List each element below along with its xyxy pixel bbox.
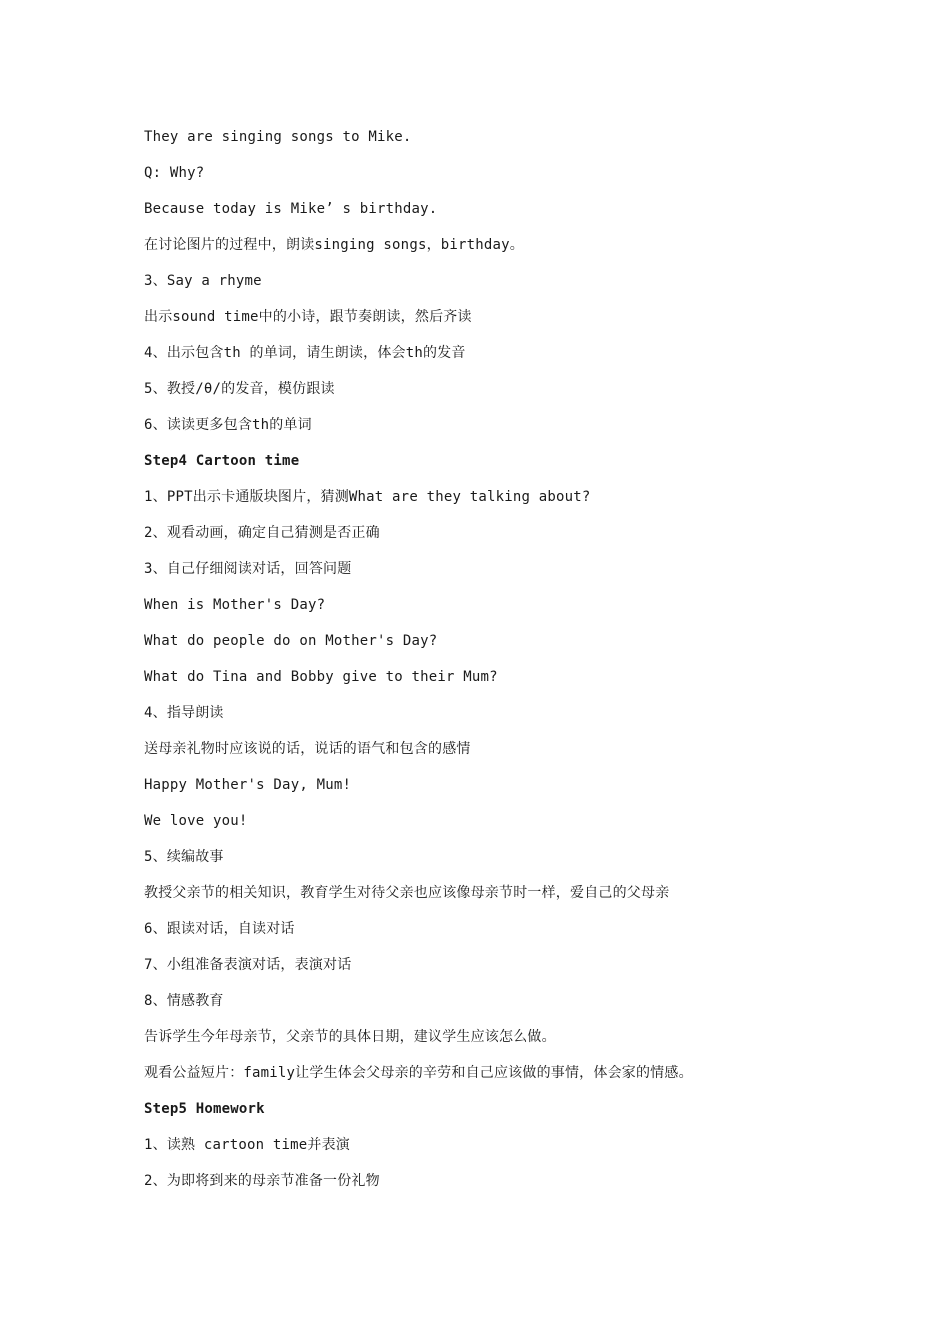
text-line: 送母亲礼物时应该说的话，说话的语气和包含的感情 (144, 741, 471, 757)
text-line: When is Mother's Day? (144, 597, 326, 613)
text-line: 5、续编故事 (144, 849, 224, 865)
text-line: 6、跟读对话，自读对话 (144, 921, 295, 937)
text-line: 4、出示包含th 的单词，请生朗读，体会th的发音 (144, 345, 466, 361)
text-line: 4、指导朗读 (144, 705, 224, 721)
text-line: 观看公益短片：family让学生体会父母亲的辛劳和自己应该做的事情，体会家的情感。 (144, 1065, 693, 1081)
text-line: Happy Mother's Day, Mum! (144, 777, 352, 793)
text-line: Because today is Mike’ s birthday. (144, 201, 438, 217)
text-line: They are singing songs to Mike. (144, 129, 412, 145)
section-heading: Step4 Cartoon time (144, 453, 300, 469)
text-line: 1、PPT出示卡通版块图片，猜测What are they talking about? (144, 489, 591, 505)
text-line: 教授父亲节的相关知识，教育学生对待父亲也应该像母亲节时一样，爱自己的父母亲 (144, 885, 670, 901)
text-line: 3、自己仔细阅读对话，回答问题 (144, 561, 352, 577)
text-line: 7、小组准备表演对话，表演对话 (144, 957, 352, 973)
section-heading: Step5 Homework (144, 1101, 265, 1117)
text-line: 2、观看动画，确定自己猜测是否正确 (144, 525, 380, 541)
text-line: What do people do on Mother's Day? (144, 633, 438, 649)
text-line: 5、教授/θ/的发音，模仿跟读 (144, 381, 335, 397)
text-line: 出示sound time中的小诗，跟节奏朗读，然后齐读 (144, 309, 472, 325)
text-line: 告诉学生今年母亲节，父亲节的具体日期，建议学生应该怎么做。 (144, 1029, 556, 1045)
text-line: Q: Why? (144, 165, 205, 181)
text-line: 8、情感教育 (144, 993, 224, 1009)
text-line: 1、读熟 cartoon time并表演 (144, 1137, 351, 1153)
text-line: 2、为即将到来的母亲节准备一份礼物 (144, 1173, 380, 1189)
document-body (144, 119, 844, 1199)
text-line: We love you! (144, 813, 248, 829)
text-line: 3、Say a rhyme (144, 273, 262, 289)
text-line: 在讨论图片的过程中，朗读singing songs，birthday。 (144, 237, 525, 253)
text-line: What do Tina and Bobby give to their Mum? (144, 669, 498, 685)
text-line: 6、读读更多包含th的单词 (144, 417, 312, 433)
